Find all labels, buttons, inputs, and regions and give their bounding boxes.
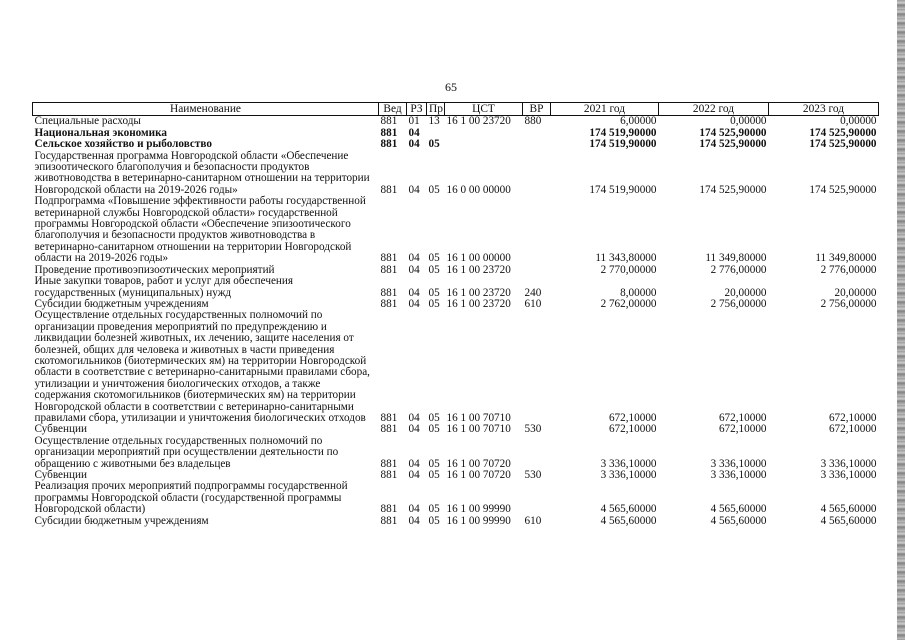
cell-2022: 174 525,90000 [699, 138, 767, 151]
cell-ved: 881 [380, 115, 398, 128]
cell-2021: 2 762,00000 [600, 297, 657, 310]
cell-rz: 04 [408, 138, 420, 151]
cell-2023: 2 776,00000 [820, 263, 877, 276]
cell-pr: 05 [428, 411, 440, 424]
cell-2021: 8,00000 [620, 286, 657, 299]
cell-rz: 04 [408, 503, 420, 516]
cell-pr: 05 [428, 503, 440, 516]
cell-ved: 881 [380, 411, 398, 424]
cell-vr: 530 [524, 469, 542, 481]
cell-2022: 2 756,00000 [710, 297, 767, 310]
table-row [33, 436, 879, 470]
scan-edge-artifact [897, 0, 905, 640]
table-row [33, 196, 879, 264]
cell-2021: 174 519,90000 [589, 183, 657, 196]
cell-2023: 11 349,80000 [815, 252, 877, 265]
cell-cst: 16 1 00 23720 [446, 263, 511, 276]
cell-2023: 3 336,10000 [820, 457, 877, 470]
header-pr: Пр [427, 103, 445, 116]
cell-vr [523, 310, 551, 424]
cell-rz: 01 [408, 115, 420, 128]
cell-rz: 04 [408, 514, 420, 527]
cell-name: Субсидии бюджетным учреждениям [34, 297, 209, 310]
cell-2023: 0,00000 [840, 115, 877, 128]
cell-2022: 174 525,90000 [699, 126, 767, 139]
cell-pr: 05 [428, 423, 440, 436]
cell-ved: 881 [380, 263, 398, 276]
table-body [33, 116, 879, 527]
header-ved: Вед [379, 103, 407, 116]
cell-ved: 881 [380, 138, 398, 151]
cell-pr: 13 [428, 115, 440, 128]
cell-2022: 672,10000 [718, 423, 767, 436]
cell-2022: 3 336,10000 [710, 469, 767, 481]
cell-2023: 2 756,00000 [820, 297, 877, 310]
cell-vr: 610 [524, 297, 542, 310]
cell-pr: 05 [428, 138, 440, 151]
cell-pr: 05 [428, 263, 440, 276]
cell-vr: 880 [524, 115, 542, 128]
cell-cst: 16 1 00 70710 [446, 423, 511, 436]
cell-name: Осуществление отдельных государственных полномочий по организации мероприятий при осуществлении деятельности по обращению с животными без владельцев [34, 434, 339, 470]
table-row [33, 139, 879, 150]
cell-name: Реализация прочих мероприятий подпрограммы государственной программы Новгородской области (государственной программы Новгородской области) [34, 480, 348, 516]
header-2021: 2021 год [551, 103, 659, 116]
cell-ved: 881 [380, 286, 398, 299]
cell-ved: 881 [380, 423, 398, 436]
cell-2022: 672,10000 [718, 411, 767, 424]
cell-vr [523, 481, 551, 515]
cell-cst: 16 1 00 23720 [446, 115, 511, 128]
cell-2022: 174 525,90000 [699, 183, 767, 196]
cell-2021: 3 336,10000 [600, 469, 657, 481]
cell-rz: 04 [408, 423, 420, 436]
cell-pr: 05 [428, 457, 440, 470]
cell-pr: 05 [428, 183, 440, 196]
cell-2022: 11 349,80000 [705, 252, 767, 265]
cell-vr [523, 139, 551, 150]
cell-vr [523, 128, 551, 139]
cell-name: Субвенции [34, 469, 87, 481]
cell-vr [523, 151, 551, 197]
cell-cst: 16 1 00 70720 [446, 469, 511, 481]
cell-vr: 610 [524, 514, 542, 527]
cell-2021: 174 519,90000 [589, 138, 657, 151]
cell-pr: 05 [428, 514, 440, 527]
cell-2021: 672,10000 [608, 423, 657, 436]
header-2023: 2023 год [769, 103, 879, 116]
page-number: 65 [445, 80, 457, 94]
cell-2021: 3 336,10000 [600, 457, 657, 470]
cell-cst: 16 1 00 23720 [446, 286, 511, 299]
cell-2021: 672,10000 [608, 411, 657, 424]
cell-name: Осуществление отдельных государственных полномочий по организации проведения мероприятий по предупреждению и ликвидации болезней животных, их лечению, защите населения от болезней, общих для человека и животных в части приведения скотомогильников (биотермических ям) на территории Новгородской области в соответствие с ветеринарно-санитарными правилами сбора, утилизации и уничтожения биологических отходов, а также содержания скотомогильников (биотермических ям) на территории Новгородской области в соответствии с ветеринарно-санитарными правилами сбора, утилизации и уничтожения биологических отходов [34, 309, 370, 424]
cell-2023: 4 565,60000 [820, 503, 877, 516]
cell-name: Национальная экономика [34, 126, 167, 139]
cell-2022: 20,00000 [724, 286, 767, 299]
cell-name: Государственная программа Новгородской области «Обеспечение эпизоотического благополучия и безопасности продуктов животноводства в ветеринарно-санитарном отношении на территории Новгородской области на 2019-2026 годы» [34, 149, 370, 196]
cell-2023: 672,10000 [828, 411, 877, 424]
cell-cst: 16 1 00 23720 [446, 297, 511, 310]
cell-pr: 05 [428, 252, 440, 265]
cell-2023: 672,10000 [828, 423, 877, 436]
cell-pr: 05 [428, 286, 440, 299]
cell-2023: 4 565,60000 [820, 514, 877, 527]
cell-name: Иные закупки товаров, работ и услуг для обеспечения государственных (муниципальных) нужд [34, 275, 294, 299]
cell-ved: 881 [380, 503, 398, 516]
cell-vr [523, 265, 551, 276]
cell-vr [523, 196, 551, 264]
cell-2021: 4 565,60000 [600, 514, 657, 527]
cell-rz: 04 [408, 263, 420, 276]
table-header-row [33, 103, 879, 116]
cell-cst: 16 1 00 00000 [446, 252, 511, 265]
cell-rz: 04 [408, 297, 420, 310]
cell-ved: 881 [380, 126, 398, 139]
cell-2023: 20,00000 [834, 286, 877, 299]
cell-cst [445, 128, 523, 139]
header-vr: ВР [523, 103, 551, 116]
cell-2021: 174 519,90000 [589, 126, 657, 139]
budget-table [32, 102, 879, 527]
cell-vr [523, 436, 551, 470]
cell-vr: 240 [524, 286, 542, 299]
cell-rz: 04 [408, 457, 420, 470]
header-rz: РЗ [407, 103, 427, 116]
cell-name: Субсидии бюджетным учреждениям [34, 514, 209, 527]
cell-cst: 16 0 00 00000 [446, 183, 511, 196]
cell-name: Сельское хозяйство и рыболовство [34, 138, 212, 151]
table-row [33, 516, 879, 527]
cell-name: Проведение противоэпизоотических мероприятий [34, 263, 275, 276]
table-row [33, 276, 879, 299]
cell-2022: 4 565,60000 [710, 514, 767, 527]
cell-2021: 11 343,80000 [595, 252, 657, 265]
cell-2022: 0,00000 [730, 115, 767, 128]
cell-ved: 881 [380, 514, 398, 527]
cell-2021: 2 770,00000 [600, 263, 657, 276]
cell-rz: 04 [408, 411, 420, 424]
cell-cst: 16 1 00 99990 [446, 503, 511, 516]
cell-2022: 4 565,60000 [710, 503, 767, 516]
cell-cst: 16 1 00 70720 [446, 457, 511, 470]
cell-name: Специальные расходы [34, 115, 141, 128]
header-name: Наименование [33, 103, 379, 116]
cell-cst: 16 1 00 70710 [446, 411, 511, 424]
cell-pr: 05 [428, 297, 440, 310]
cell-name: Подпрограмма «Повышение эффективности работы государственной ветеринарной службы Новгородской области» государственной программы Новгородской области «Обеспечение эпизоотического благополучия и безопасности продуктов животноводства в ветеринарно-санитарном отношении на территории Новгородской области на 2019-2026 годы» [34, 195, 366, 265]
table-row [33, 310, 879, 424]
header-2022: 2022 год [659, 103, 769, 116]
cell-ved: 881 [380, 457, 398, 470]
cell-2023: 174 525,90000 [809, 183, 877, 196]
table-row [33, 151, 879, 197]
cell-2023: 3 336,10000 [820, 469, 877, 481]
header-cst: ЦСТ [445, 103, 523, 116]
cell-2021: 4 565,60000 [600, 503, 657, 516]
cell-2021: 6,00000 [620, 115, 657, 128]
cell-ved: 881 [380, 183, 398, 196]
cell-ved: 881 [380, 469, 398, 481]
cell-rz: 04 [408, 286, 420, 299]
cell-2022: 3 336,10000 [710, 457, 767, 470]
cell-name: Субвенции [34, 423, 87, 436]
cell-2022: 2 776,00000 [710, 263, 767, 276]
cell-rz: 04 [408, 183, 420, 196]
cell-cst: 16 1 00 99990 [446, 514, 511, 527]
cell-rz: 04 [408, 126, 420, 139]
cell-2023: 174 525,90000 [809, 138, 877, 151]
cell-2023: 174 525,90000 [809, 126, 877, 139]
cell-cst [445, 139, 523, 150]
cell-vr: 530 [524, 423, 542, 436]
table-row [33, 481, 879, 515]
cell-pr: 05 [428, 469, 440, 481]
cell-rz: 04 [408, 252, 420, 265]
cell-ved: 881 [380, 297, 398, 310]
cell-rz: 04 [408, 469, 420, 481]
cell-ved: 881 [380, 252, 398, 265]
